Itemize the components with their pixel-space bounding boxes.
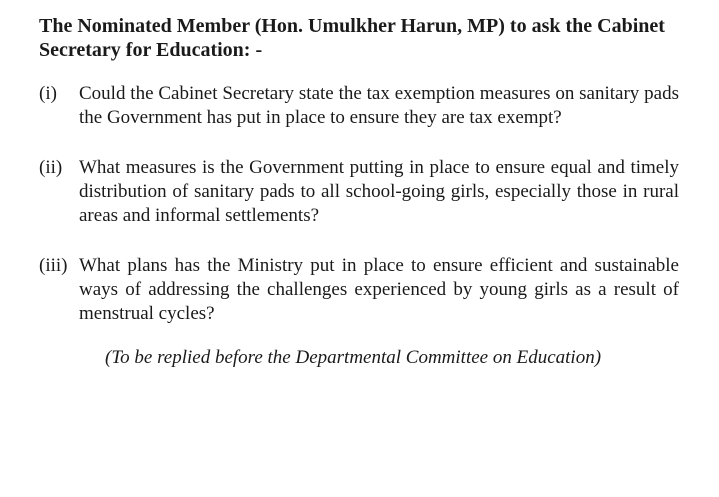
question-item-1 bbox=[39, 82, 679, 130]
question-item-2 bbox=[39, 156, 679, 228]
question-text: Could the Cabinet Secretary state the tax exemption measures on sanitary pads the Government has put in place to ensure they are tax exempt? bbox=[79, 83, 679, 128]
question-number: (i) bbox=[39, 83, 57, 104]
question-heading: The Nominated Member (Hon. Umulkher Harun, MP) to ask the Cabinet Secretary for Education: - bbox=[39, 15, 665, 61]
reply-note: (To be replied before the Departmental Committee on Education) bbox=[105, 347, 602, 368]
document bbox=[39, 14, 679, 370]
question-number: (ii) bbox=[39, 157, 63, 178]
question-text: What measures is the Government putting in place to ensure equal and timely distribution of sanitary pads to all school-going girls, especially those in rural areas and informal settlements? bbox=[79, 157, 679, 226]
question-text: What plans has the Ministry put in place to ensure efficient and sustainable ways of addressing the challenges experienced by young girls as a result of menstrual cycles? bbox=[79, 255, 679, 324]
question-number: (iii) bbox=[39, 255, 68, 276]
question-item-3 bbox=[39, 254, 679, 326]
